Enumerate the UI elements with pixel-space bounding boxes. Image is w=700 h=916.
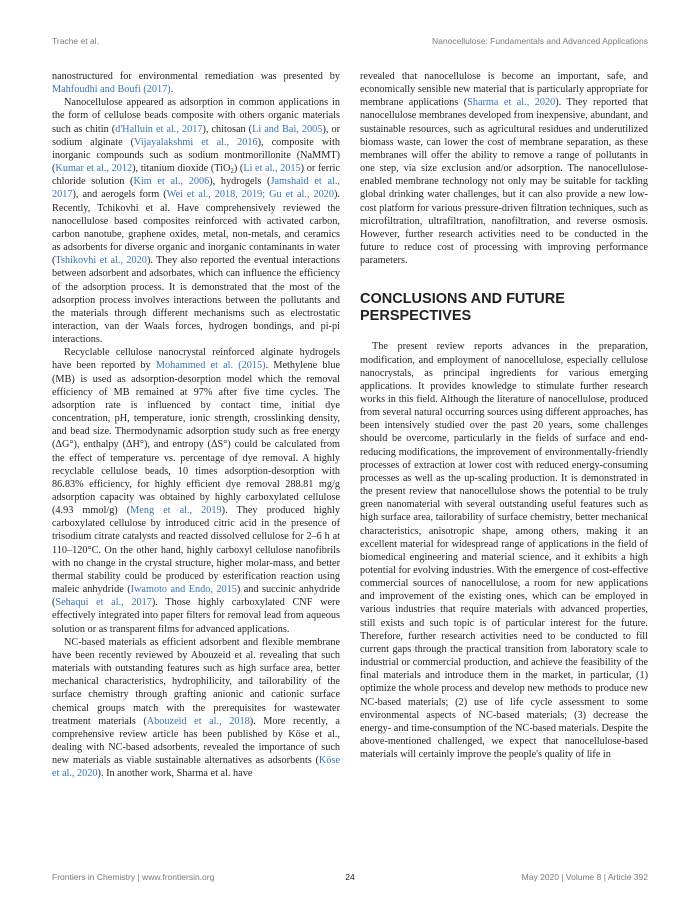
body-paragraph	[52, 346, 340, 635]
page-footer	[52, 872, 648, 884]
section-heading-conclusions: CONCLUSIONS AND FUTURE PERSPECTIVES	[360, 291, 565, 325]
citation-link[interactable]: Vijayalakshmi et al., 2016	[134, 136, 258, 148]
paragraph-text: ). They reported that nanocellulose membranes developed from inexpensive, abundant, and sustainable resources, such as agricultural residues and underutilized biomass waste, can lower the cost of membrane separation, as these membranes will offer the ability to remove a range of pollutants in one step, via size exclusion and/or adsorption. The nanocellulose-enabled membrane technology not only may be suitable for tackling global drinking water challenges, but it can also provide a new low-cost platform for various pressure-driven filtration techniques, such as microfiltration, ultrafiltration, nanofiltration, and reverse osmosis. However, further research activities need to be conducted in the future to reduce cost of processing with improving performance parameters.	[360, 97, 649, 267]
left-column	[52, 70, 340, 780]
paragraph-text: .	[170, 84, 174, 96]
right-column-top	[360, 70, 648, 267]
paragraph-text: ), hydrogels (	[209, 176, 271, 188]
citation-link[interactable]: Kumar et al., 2012	[55, 163, 133, 175]
citation-link[interactable]: Li et al., 2015	[243, 163, 301, 175]
paragraph-text: ), titanium dioxide (TiO	[132, 163, 231, 175]
citation-link[interactable]: Sehaqui et al., 2017	[55, 597, 152, 609]
citation-link[interactable]: Iwamoto and Endo, 2015	[130, 584, 237, 596]
running-author: Trache et al.	[52, 36, 99, 46]
paragraph-text: ). They produced highly carboxylated cellulose by introduced citric acid in the presence of trisodium citrate catalysts and reacted dissolved cellulose for 2–6 h at 110–120°C. On the other hand, highly carboxyl cellulose nanofibrils with no change in the crystal structure, higher molar-mass, and better thermal stability could be produced by esterification reaction using maleic anhydride (	[52, 505, 340, 596]
body-paragraph	[360, 340, 648, 761]
paragraph-text: The present review reports advances in the preparation, modification, and employment of nanocellulose, especially cellulose nanocrystals, as principal ingredients for various emerging applications. It provides knowledge to stimulate further research works in this field. Although the literature of nanocellulose, produced from several natural occurring sources using different approaches, has been intensively studied over the past 20 years, some challenges should be overcome, particularly in the fields of surface and end-reducing modifications, the improvement of environmentally-friendly processes of extraction at lower cost with reduced energy-consuming processes as well as the up-scaling production. It is demonstrated in the present review that nanocellulose shows the potential to be truly green nanomaterial with several outstanding useful features such as high surface area, tailorability of surface chemistry, better mechanical characteristics, anisotropic shape, among others, making it an excellent material for widespread range of applications in the field of biomedical engineering and material science, and it exhibits a high potential for evolving industries. With the emergence of cost-effective commercial sources of nanocellulose, a room for new applications and improvement of the existing ones, which can be employed in various industries that require materials with advanced properties, still exists and such topic is of particular interest for the future. Therefore, further research activities need to be conducted to fill current gaps through the practical transition from laboratory scale to industrial or commercial production, and achieve the feasibility of the final materials and introduce them in the market, in particular, (1) optimize the whole process and develop new methods to produce new NC-based materials; (2) use of life cycle assessment to some environmental aspects of NC-based materials; (3) decrease the energy- and time-consumption of the NC-based materials. Despite the above-mentioned challenged, we expect that nanocellulose-based materials will certainly improve the people's quality of life in	[360, 341, 648, 761]
citation-link[interactable]: Kim et al., 2006	[133, 176, 210, 188]
journal-website: Frontiers in Chemistry | www.frontiersin.org	[52, 872, 215, 882]
paragraph-text: ). More recently, a comprehensive review article has been published by Köse et al., dealing with NC-based adsorbents, revealed the importance of such new materials as viable sustainable alternatives as adsorbents (	[52, 715, 340, 767]
body-paragraph	[52, 636, 340, 781]
paragraph-text: ) (	[233, 163, 244, 175]
paragraph-text: nanostructured for environmental remediation was presented by	[52, 71, 340, 82]
citation-link[interactable]: Tshikovhi et al., 2020	[55, 255, 147, 267]
paragraph-text: . Methylene blue (MB) is used as adsorption-desorption model which the removal efficiency of MB remained at 97% after five time cycles. The adsorption rate is influenced by contact time, initial dye concentration, pH, temperature, ionic strength, crosslinking density, and bead size. Thermodynamic adsorption study such as free energy (ΔG°), enthalpy (ΔH°), and entropy (ΔS°) could be calculated from the effect of temperature vs. percentage of dye removal. A highly recyclable cellulose beads, 10 times adsorption-desorption with 86.83% efficiency, for highly efficient dye removal 288.81 mg/g adsorption capacity was obtained by highly carboxylated cellulose (4.93 mmol/g) (	[52, 360, 340, 517]
paragraph-text: ). Recently, Tchikovhi et al. Have comprehensively reviewed the nanocellulose based composites reinforced with activated carbon, carbon nanotube, graphene oxides, metal, non-metals, and ceramics as adsorbents for diverse organic and inorganic contaminants in water (	[52, 189, 340, 267]
citation-link[interactable]: Sharma et al., 2020	[467, 97, 556, 109]
right-column	[360, 70, 648, 761]
paragraph-text: ), chitosan (	[202, 123, 253, 135]
paragraph-text: ), and aerogels form (	[72, 189, 167, 201]
issue-info: May 2020 | Volume 8 | Article 392	[521, 872, 648, 882]
paragraph-text: ). They also reported the eventual interactions between adsorbent and adsorbates, which can influence the efficiency of the adsorption process. It is demonstrated that the most of the adsorption process involves interactions between the pollutants and the materials through different mechanisms such as electrostatic interaction, van der Waals forces, hydrogen bondings, and pi-pi interactions.	[52, 255, 340, 346]
paragraph-text: ), composite with inorganic compounds such as sodium montmorillonite (NaMMT) (	[52, 136, 340, 175]
citation-link[interactable]: Abouzeid et al., 2018	[146, 715, 250, 727]
page-header	[52, 36, 648, 50]
running-title: Nanocellulose: Fundamentals and Advanced Applications	[432, 36, 648, 46]
paragraph-text: ), or sodium alginate (	[52, 123, 340, 148]
right-column-bottom	[360, 340, 648, 761]
citation-link[interactable]: Wei et al., 2018, 2019; Gu et al., 2020	[166, 189, 335, 201]
body-paragraph	[360, 70, 648, 267]
paragraph-text: ) and succinic anhydride (	[52, 584, 341, 609]
citation-link[interactable]: Mohammed et al. (2015)	[155, 360, 266, 372]
subscript: 2	[230, 167, 234, 176]
citation-link[interactable]: Mahfoudhi and Boufi (2017)	[52, 84, 171, 96]
body-paragraph	[52, 96, 340, 346]
paragraph-text: ) or ferric chloride solution (	[52, 163, 341, 188]
paragraph-text: Recyclable cellulose nanocrystal reinforced alginate hydrogels have been reported by	[52, 347, 340, 372]
body-paragraph	[52, 70, 340, 96]
paragraph-text: revealed that nanocellulose is become an important, safe, and economically sensible new material that is particularly appropriate for membrane applications (	[360, 71, 648, 109]
paragraph-text: Nanocellulose appeared as adsorption in common applications in the form of cellulose beads composite with others organic materials such as chitin (	[52, 97, 340, 135]
paragraph-text: ). Those highly carboxylated CNF were effectively integrated into paper filters for removal lead from aqueous solution or as transparent films for advanced applications.	[52, 597, 340, 635]
citation-link[interactable]: d'Halluin et al., 2017	[115, 123, 203, 135]
paragraph-text: ). In another work, Sharma et al. have	[97, 768, 253, 780]
paragraph-text: NC-based materials as efficient adsorbent and flexible membrane have been recently reviewed by Abouzeid et al. revealing that such materials with outstanding features such as high surface area, better mechanical characteristics, hydrophilicity, and tailorability of the surface chemistry through grafting anionic and cationic surface chemical groups match with the prerequisites for wastewater treatment materials (	[52, 636, 340, 727]
citation-link[interactable]: Li and Bai, 2005	[252, 123, 323, 135]
citation-link[interactable]: Meng et al., 2019	[130, 505, 222, 517]
citation-link[interactable]: Köse et al., 2020	[52, 755, 340, 780]
page-number: 24	[345, 872, 355, 882]
citation-link[interactable]: Jamshaid et al., 2017	[52, 176, 340, 201]
